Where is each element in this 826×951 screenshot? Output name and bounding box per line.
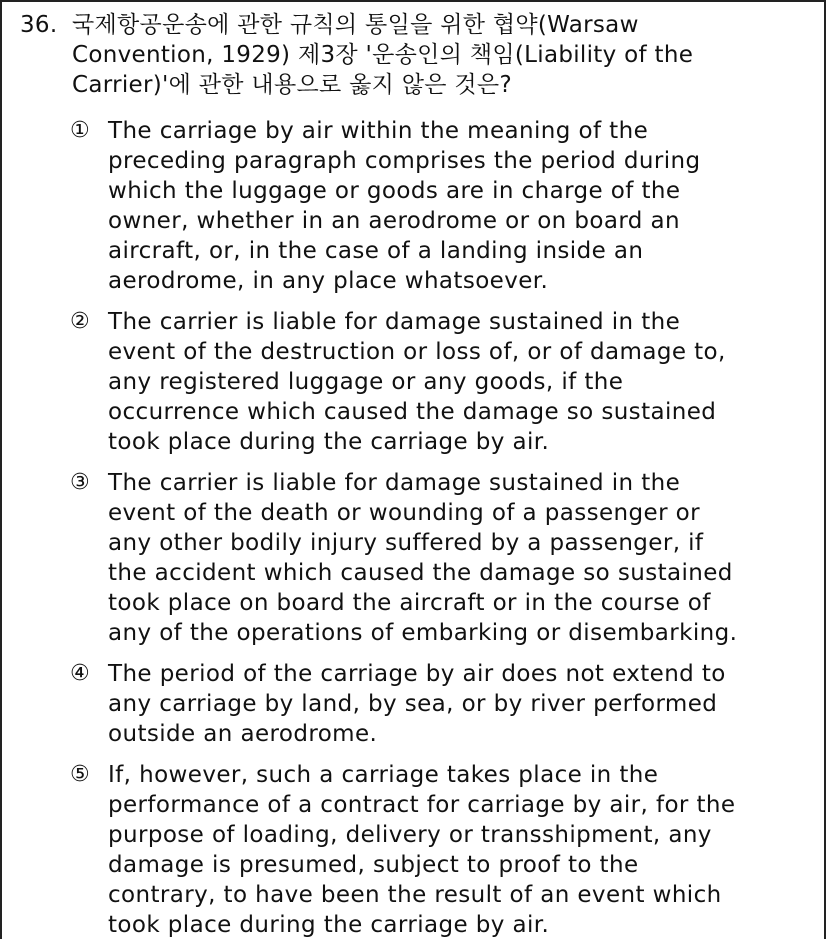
- option-line: purpose of loading, delivery or transshipment, any: [108, 822, 712, 848]
- option-text: [108, 659, 770, 749]
- option-text: [108, 116, 770, 296]
- option-line: preceding paragraph comprises the period during: [108, 148, 701, 174]
- option-line: The carriage by air within the meaning of the: [108, 118, 649, 144]
- option-marker: ④: [70, 661, 91, 686]
- question-stem-line: Convention, 1929) 제3장 '운송인의 책임(Liability of the: [72, 42, 694, 68]
- option-text: [108, 760, 770, 940]
- option-line: owner, whether in an aerodrome or on board an: [108, 208, 680, 234]
- option-5[interactable]: [70, 760, 770, 940]
- option-text: [108, 468, 770, 648]
- option-1[interactable]: [70, 116, 770, 296]
- option-marker: ⑤: [70, 762, 91, 787]
- question-stem: [72, 10, 810, 100]
- option-line: The carrier is liable for damage sustained in the: [108, 309, 681, 335]
- option-line: which the luggage or goods are in charge of the: [108, 178, 681, 204]
- option-line: event of the destruction or loss of, or of damage to,: [108, 339, 726, 365]
- option-line: occurrence which caused the damage so sustained: [108, 399, 717, 425]
- question: [20, 10, 810, 100]
- option-line: damage is presumed, subject to proof to the: [108, 852, 639, 878]
- option-line: any carriage by land, by sea, or by river performed: [108, 691, 718, 717]
- option-line: took place on board the aircraft or in the course of: [108, 590, 711, 616]
- option-line: any registered luggage or any goods, if the: [108, 369, 624, 395]
- option-2[interactable]: [70, 307, 770, 457]
- question-stem-line: 국제항공운송에 관한 규칙의 통일을 위한 협약(Warsaw: [72, 12, 639, 38]
- question-header: [20, 10, 810, 100]
- option-line: If, however, such a carriage takes place in the: [108, 762, 659, 788]
- option-text: [108, 307, 770, 457]
- option-marker: ③: [70, 470, 91, 495]
- option-line: The carrier is liable for damage sustained in the: [108, 470, 681, 496]
- option-line: any of the operations of embarking or disembarking.: [108, 620, 738, 646]
- option-3[interactable]: [70, 468, 770, 648]
- question-stem-line: Carrier)'에 관한 내용으로 옳지 않은 것은?: [72, 72, 512, 98]
- option-marker: ①: [70, 118, 91, 143]
- option-marker: ②: [70, 309, 91, 334]
- option-line: outside an aerodrome.: [108, 721, 378, 747]
- option-line: event of the death or wounding of a passenger or: [108, 500, 700, 526]
- option-line: took place during the carriage by air.: [108, 912, 550, 938]
- option-line: the accident which caused the damage so sustained: [108, 560, 733, 586]
- option-line: contrary, to have been the result of an event which: [108, 882, 722, 908]
- option-line: The period of the carriage by air does not extend to: [108, 661, 726, 687]
- option-line: any other bodily injury suffered by a passenger, if: [108, 530, 704, 556]
- option-line: performance of a contract for carriage by air, for the: [108, 792, 736, 818]
- answer-options: [70, 116, 770, 951]
- option-line: aerodrome, in any place whatsoever.: [108, 268, 549, 294]
- option-line: aircraft, or, in the case of a landing inside an: [108, 238, 644, 264]
- option-line: took place during the carriage by air.: [108, 429, 550, 455]
- question-number: 36.: [20, 12, 58, 38]
- option-4[interactable]: [70, 659, 770, 749]
